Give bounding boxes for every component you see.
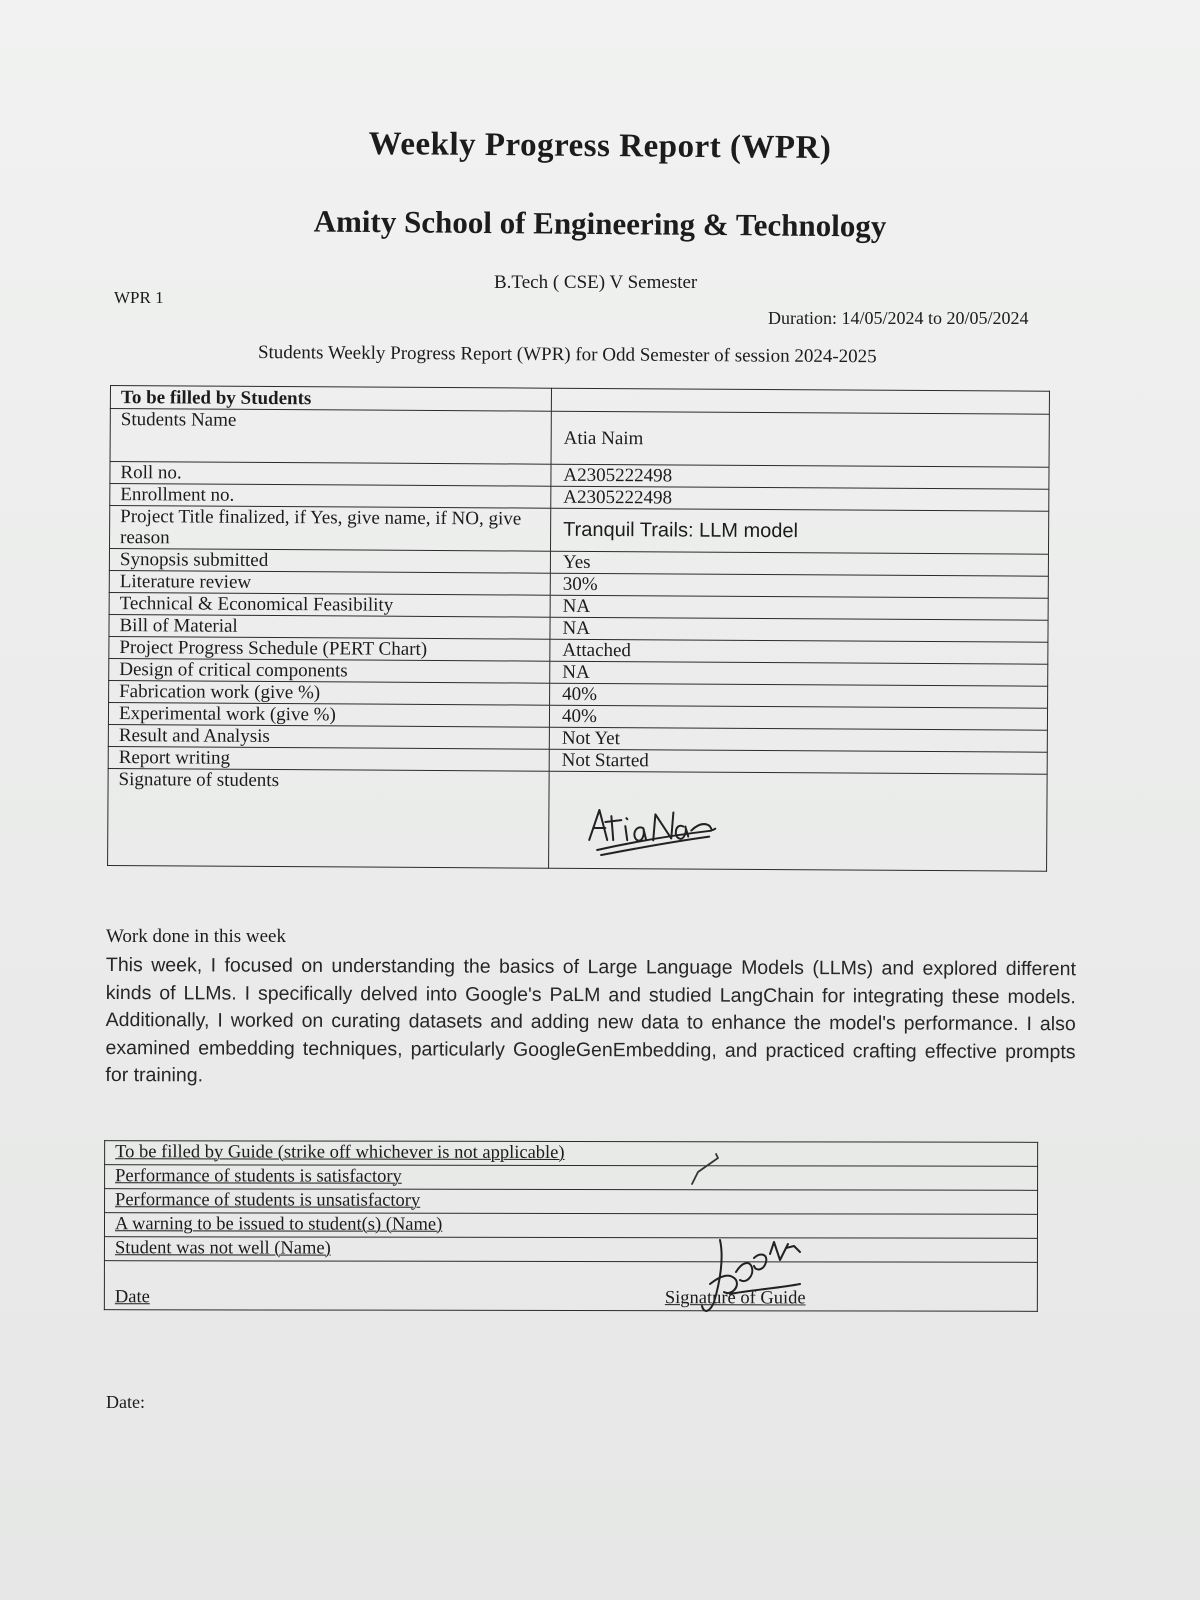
row-value: Tranquil Trails: LLM model (550, 508, 1048, 554)
student-signature-cell (549, 771, 1048, 871)
row-value: Not Started (549, 749, 1047, 774)
row-label: Experimental work (give %) (108, 702, 549, 727)
row-label: Signature of students (108, 768, 550, 868)
guide-option (105, 1189, 1038, 1215)
row-value: 40% (550, 683, 1048, 708)
row-label: Enrollment no. (110, 484, 551, 509)
row-value: NA (550, 661, 1048, 686)
guide-heading-text: To be filled by Guide (strike off whichever is not applicable) (115, 1142, 565, 1163)
student-signature (583, 800, 723, 861)
guide-table-heading (105, 1141, 1038, 1167)
table-row (108, 768, 1048, 871)
row-value: Attached (550, 639, 1048, 664)
row-value: A2305222498 (551, 464, 1049, 489)
row-value: A2305222498 (551, 486, 1049, 511)
row-label: Fabrication work (give %) (109, 680, 550, 705)
row-label: Design of critical components (109, 658, 550, 683)
guide-option (104, 1237, 1037, 1263)
guide-table (104, 1140, 1038, 1312)
table-row (110, 409, 1049, 468)
row-value: NA (550, 595, 1048, 620)
row-label: Students Name (110, 409, 551, 465)
checkmark-icon (688, 1150, 738, 1190)
row-label: Project Progress Schedule (PERT Chart) (109, 636, 550, 661)
guide-option (105, 1165, 1038, 1191)
row-label: Result and Analysis (108, 724, 549, 749)
report-title: Weekly Progress Report (WPR) (368, 125, 832, 167)
school-name: Amity School of Engineering & Technology (313, 203, 887, 244)
guide-option-text: Performance of students is unsatisfactory (115, 1190, 421, 1211)
table-row (104, 1261, 1037, 1312)
guide-option-text: Performance of students is satisfactory (115, 1166, 402, 1187)
table-row (105, 1189, 1038, 1215)
row-label: Bill of Material (109, 614, 550, 639)
row-label: Literature review (109, 570, 550, 595)
work-done-heading: Work done in this week (106, 926, 286, 947)
table-row (105, 1165, 1038, 1191)
table-row (104, 1237, 1037, 1263)
row-label: Project Title finalized, if Yes, give name, if NO, give reason (110, 506, 551, 552)
row-label: Roll no. (110, 462, 551, 487)
wpr-number: WPR 1 (114, 288, 164, 307)
row-value: Atia Naim (551, 411, 1049, 467)
row-value: Yes (550, 551, 1048, 576)
student-table (107, 385, 1050, 872)
guide-date-signature-cell (104, 1261, 1037, 1312)
guide-option-text: Student was not well (Name) (114, 1238, 331, 1259)
work-done-text: This week, I focused on understanding the basics of Large Language Models (LLMs) and explored different kinds of LLMs. I specifically delved into Google's PaLM and studied LangChain for integrating these models. Additionally, I worked on curating datasets and adding new data to enhance the model's performance. I also examined embedding techniques, particularly GoogleGenEmbedding, and practiced crafting effective prompts for training. (105, 954, 1076, 1087)
row-value: NA (550, 617, 1048, 642)
table-row (105, 1141, 1038, 1167)
student-table-heading: To be filled by Students (110, 386, 551, 412)
guide-signature (690, 1232, 830, 1322)
session-line: Students Weekly Progress Report (WPR) for Odd Semester of session 2024-2025 (257, 342, 877, 368)
duration-line: Duration: 14/05/2024 to 20/05/2024 (768, 308, 1029, 328)
row-value: Not Yet (549, 727, 1047, 752)
row-label: Report writing (108, 746, 549, 771)
row-value: 30% (550, 573, 1048, 598)
guide-option-text: A warning to be issued to student(s) (Name) (114, 1214, 443, 1235)
guide-signature-label: Signature of Guide (664, 1288, 806, 1309)
row-label: Synopsis submitted (109, 549, 550, 574)
guide-option (104, 1213, 1037, 1239)
footer-date-label: Date: (106, 1392, 145, 1412)
course-line: B.Tech ( CSE) V Semester (494, 272, 698, 293)
row-label: Technical & Economical Feasibility (109, 592, 550, 617)
guide-date-label: Date (114, 1287, 150, 1308)
table-row (110, 506, 1049, 555)
row-value: 40% (549, 705, 1047, 730)
table-row (104, 1213, 1037, 1239)
